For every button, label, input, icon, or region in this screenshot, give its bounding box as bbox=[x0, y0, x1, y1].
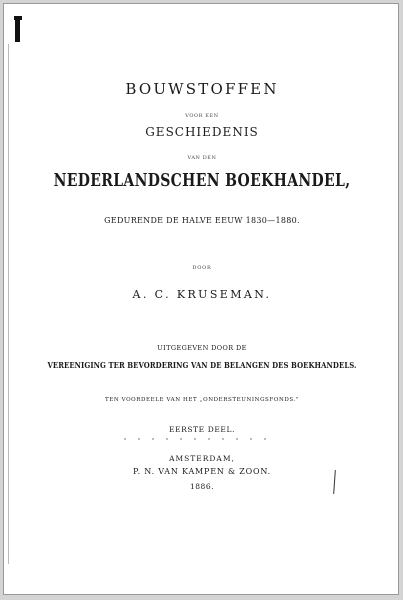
book-main-title: NEDERLANDSCHEN BOEKHANDEL, bbox=[53, 170, 351, 191]
connector-van-den: VAN DEN bbox=[187, 155, 217, 161]
published-by-line: UITGEGEVEN DOOR DE bbox=[157, 344, 247, 352]
author-name: A. C. KRUSEMAN. bbox=[132, 288, 272, 301]
publisher-name: P. N. VAN KAMPEN & ZOON. bbox=[133, 467, 271, 476]
connector-voor-een: VOOR EEN bbox=[185, 113, 219, 119]
book-subtitle: GESCHIEDENIS bbox=[145, 125, 259, 139]
publication-city: AMSTERDAM, bbox=[169, 454, 235, 463]
by-label: DOOR bbox=[192, 265, 212, 271]
scan-corner-mark bbox=[15, 16, 20, 42]
volume-label: EERSTE DEEL. bbox=[168, 425, 236, 434]
scanned-title-page bbox=[3, 3, 399, 595]
period-line: GEDURENDE DE HALVE EEUW 1830—1880. bbox=[104, 216, 300, 225]
faint-rule bbox=[124, 438, 274, 440]
benefit-line: TEN VOORDEELE VAN HET „ONDERSTEUNINGSFONDS." bbox=[104, 397, 300, 403]
book-title: BOUWSTOFFEN bbox=[125, 80, 279, 98]
society-name: VEREENIGING TER BEVORDERING VAN DE BELANGEN DES BOEKHANDELS. bbox=[47, 360, 357, 370]
publication-year: 1886. bbox=[190, 482, 214, 491]
